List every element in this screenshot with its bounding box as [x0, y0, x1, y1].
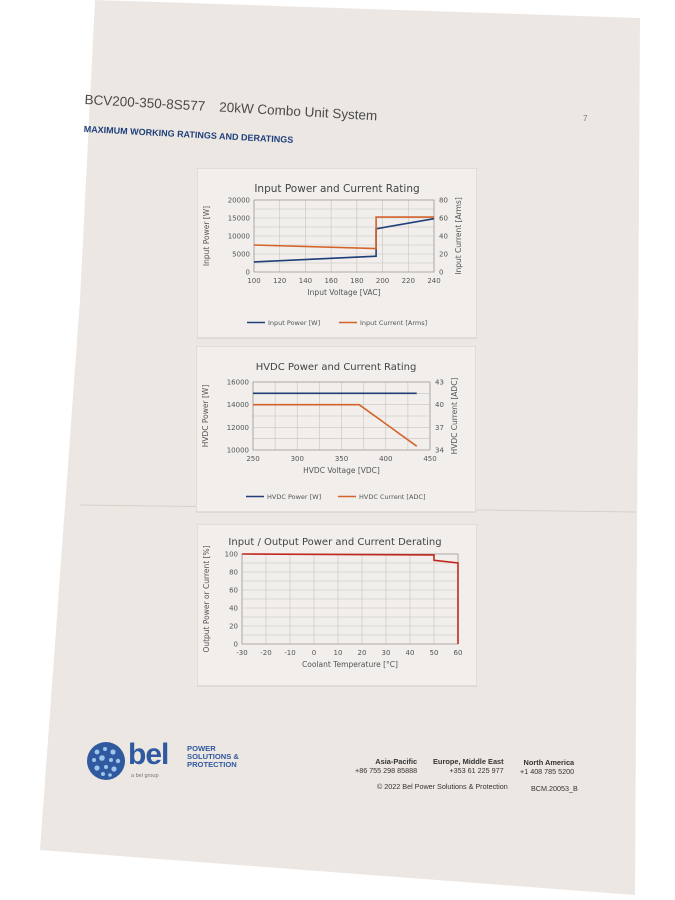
- x-tick-label: 240: [427, 277, 441, 285]
- y-axis-label: Input Power [W]: [202, 205, 211, 267]
- region-name: Europe, Middle East: [433, 757, 504, 766]
- y-tick-label: 0: [245, 268, 250, 277]
- x-tick-label: 100: [247, 277, 261, 285]
- x-tick-label: 30: [381, 649, 391, 657]
- x-tick-label: 0: [311, 649, 317, 657]
- bel-tagline: [187, 745, 239, 769]
- x-axis-label: Input Voltage [VAC]: [307, 288, 381, 297]
- section-heading: MAXIMUM WORKING RATINGS AND DERATINGS: [83, 124, 294, 145]
- x-tick-label: 220: [401, 277, 415, 285]
- hvdc-power-chart: [196, 346, 476, 514]
- region-phone: +86 755 298 85888: [355, 766, 418, 775]
- region-north-america: [520, 758, 574, 776]
- region-emea: [433, 757, 504, 775]
- y-tick-label: 40: [229, 604, 238, 613]
- tagline-line-1: POWER: [187, 744, 216, 753]
- x-tick-label: 50: [429, 649, 439, 657]
- derating-chart: [197, 524, 477, 688]
- y-tick-label: 10000: [227, 232, 250, 241]
- y2-tick-label: 34: [435, 446, 444, 455]
- chart-title: Input / Output Power and Current Derating: [228, 537, 442, 548]
- region-name: Asia-Pacific: [375, 757, 418, 766]
- y2-tick-label: 37: [435, 423, 444, 432]
- document-code: BCM.20053_B: [531, 784, 578, 793]
- legend-label: Input Power [W]: [268, 319, 321, 327]
- y2-axis-label: HVDC Current [ADC]: [450, 377, 459, 455]
- y-tick-label: 20000: [227, 196, 250, 205]
- y-tick-label: 5000: [232, 250, 250, 259]
- bel-group-note: a bel group: [131, 773, 159, 779]
- x-tick-label: 40: [405, 649, 415, 657]
- region-name: North America: [523, 758, 575, 767]
- region-phone: +353 61 225 977: [449, 766, 504, 775]
- legend-label: Input Current [Arms]: [360, 319, 428, 327]
- y2-tick-label: 40: [435, 401, 444, 410]
- tagline-line-3: PROTECTION: [187, 760, 237, 769]
- product-name: 20kW Combo Unit System: [218, 99, 378, 124]
- x-tick-label: -10: [284, 649, 296, 657]
- x-tick-label: 160: [324, 277, 338, 285]
- x-tick-label: 120: [273, 277, 287, 285]
- x-tick-label: 350: [334, 455, 349, 463]
- x-tick-label: -30: [236, 649, 248, 657]
- legend-label: HVDC Current [ADC]: [359, 493, 426, 501]
- y-tick-label: 100: [224, 550, 238, 559]
- tagline-line-2: SOLUTIONS &: [187, 752, 239, 761]
- x-tick-label: 140: [298, 277, 313, 285]
- page-number: 7: [583, 114, 588, 123]
- y-tick-label: 15000: [227, 214, 250, 223]
- y-axis-label: HVDC Power [W]: [201, 384, 210, 448]
- x-tick-label: 450: [423, 455, 437, 463]
- x-tick-label: 200: [375, 277, 390, 285]
- y2-tick-label: 0: [439, 268, 444, 277]
- x-tick-label: -20: [260, 649, 272, 657]
- y-tick-label: 16000: [226, 378, 249, 387]
- x-tick-label: 300: [290, 455, 304, 463]
- x-tick-label: 180: [350, 277, 364, 285]
- y2-tick-label: 20: [439, 250, 448, 259]
- chart-title: Input Power and Current Rating: [254, 183, 420, 195]
- y-axis-label: Output Power or Current [%]: [202, 545, 211, 653]
- region-phone: +1 408 785 5200: [520, 767, 575, 776]
- legend-label: HVDC Power [W]: [267, 493, 322, 501]
- y2-tick-label: 60: [439, 214, 448, 223]
- y-tick-label: 12000: [226, 423, 249, 432]
- y-tick-label: 14000: [226, 401, 249, 410]
- x-tick-label: 20: [357, 649, 367, 657]
- bel-wordmark: bel: [128, 738, 169, 771]
- y-tick-label: 0: [233, 640, 238, 649]
- input-power-chart: [197, 168, 477, 340]
- chart-title: HVDC Power and Current Rating: [255, 362, 417, 373]
- model-number: BCV200-350-8S577: [84, 92, 206, 114]
- x-tick-label: 400: [379, 455, 393, 463]
- x-axis-label: HVDC Voltage [VDC]: [303, 466, 380, 475]
- bel-logo-globe-icon: [85, 740, 127, 782]
- copyright: © 2022 Bel Power Solutions & Protection: [377, 782, 508, 791]
- y-tick-label: 80: [229, 568, 238, 577]
- x-tick-label: 250: [246, 455, 260, 463]
- y-tick-label: 60: [229, 586, 238, 595]
- x-tick-label: 60: [453, 649, 463, 657]
- y2-tick-label: 40: [439, 232, 448, 241]
- y-tick-label: 10000: [226, 446, 249, 455]
- y2-axis-label: Input Current [Arms]: [454, 197, 463, 275]
- x-tick-label: 10: [333, 649, 343, 657]
- x-axis-label: Coolant Temperature [°C]: [302, 660, 398, 669]
- region-asia-pacific: [355, 757, 417, 775]
- y2-tick-label: 80: [439, 196, 448, 205]
- y-tick-label: 20: [229, 622, 238, 631]
- y2-tick-label: 43: [435, 378, 444, 387]
